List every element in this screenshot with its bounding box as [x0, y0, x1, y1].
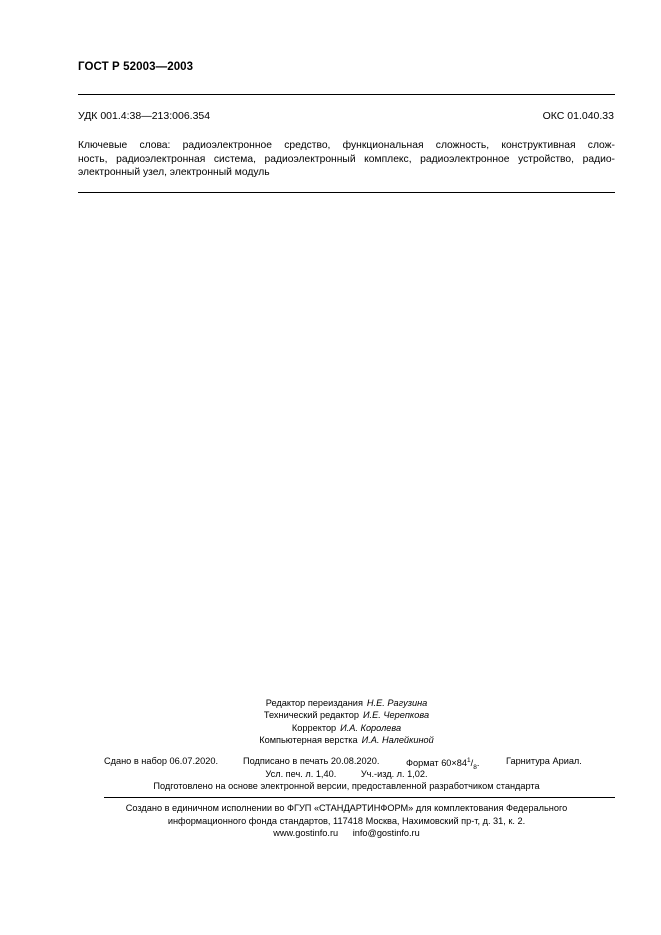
keywords-rule	[78, 192, 615, 193]
staff-role: Компьютерная верстка	[259, 734, 358, 745]
prepared-text: Подготовлено на основе электронной версии, предоставленной разработчиком стандарта	[153, 781, 540, 791]
staff-row	[78, 697, 615, 709]
format-prefix: Формат 60×84	[406, 758, 467, 769]
staff-credits	[78, 697, 615, 746]
udk-code: УДК 001.4:38—213:006.354	[78, 110, 211, 122]
publication-row-2	[78, 768, 615, 780]
staff-name: И.А. Налейкиной	[361, 734, 434, 745]
staff-row	[78, 722, 615, 734]
email-link[interactable]: info@gostinfo.ru	[352, 828, 420, 839]
staff-name: Н.Е. Рагузина	[366, 698, 428, 708]
staff-role: Редактор переиздания	[265, 698, 363, 708]
footer-line: Создано в единичном исполнении во ФГУП «СТАНДАРТИНФОРМ» для комплектования Федерального	[125, 803, 568, 813]
keywords-line: электронный узел, электронный модуль	[78, 167, 270, 179]
keywords-line: Ключевые слова: радиоэлектронное средство, функциональная сложность, конструктивная слож-	[78, 140, 615, 151]
top-rule	[78, 94, 615, 95]
staff-row	[78, 734, 615, 746]
staff-row	[78, 709, 615, 721]
footer	[78, 802, 615, 840]
staff-role: Технический редактор	[263, 710, 359, 721]
staff-role: Корректор	[291, 722, 337, 733]
staff-name: И.А. Королева	[340, 722, 402, 733]
keywords-line: ность, радиоэлектронная система, радиоэлектронный комплекс, радиоэлектронное устройство, радио-	[78, 153, 615, 165]
submitted-date: Сдано в набор 06.07.2020.	[104, 756, 219, 766]
format-sup: 1	[467, 757, 471, 764]
footer-links	[78, 827, 615, 840]
signed-date: Подписано в печать 20.08.2020.	[243, 756, 380, 766]
website-link[interactable]: www.gostinfo.ru	[273, 828, 339, 839]
keywords-paragraph	[78, 139, 615, 180]
typeface: Гарнитура Ариал.	[506, 756, 582, 766]
prepared-note	[78, 780, 615, 792]
paper-format: Формат $60\times 84^1/_8$.	[406, 757, 480, 771]
footer-line: информационного фонда стандартов, 117418 Москва, Нахимовский пр-т, д. 31, к. 2.	[167, 815, 526, 826]
edition-sheets: Уч.-изд. л. 1,02.	[360, 769, 428, 779]
document-code: ГОСТ Р 52003—2003	[78, 61, 194, 73]
staff-name: И.Е. Черепкова	[362, 710, 430, 721]
format-suffix: .	[476, 758, 480, 769]
format-sub: 8	[473, 763, 477, 771]
oks-code: ОКС 01.040.33	[542, 110, 614, 122]
print-sheets: Усл. печ. л. 1,40.	[265, 769, 337, 779]
footer-rule	[104, 797, 615, 798]
